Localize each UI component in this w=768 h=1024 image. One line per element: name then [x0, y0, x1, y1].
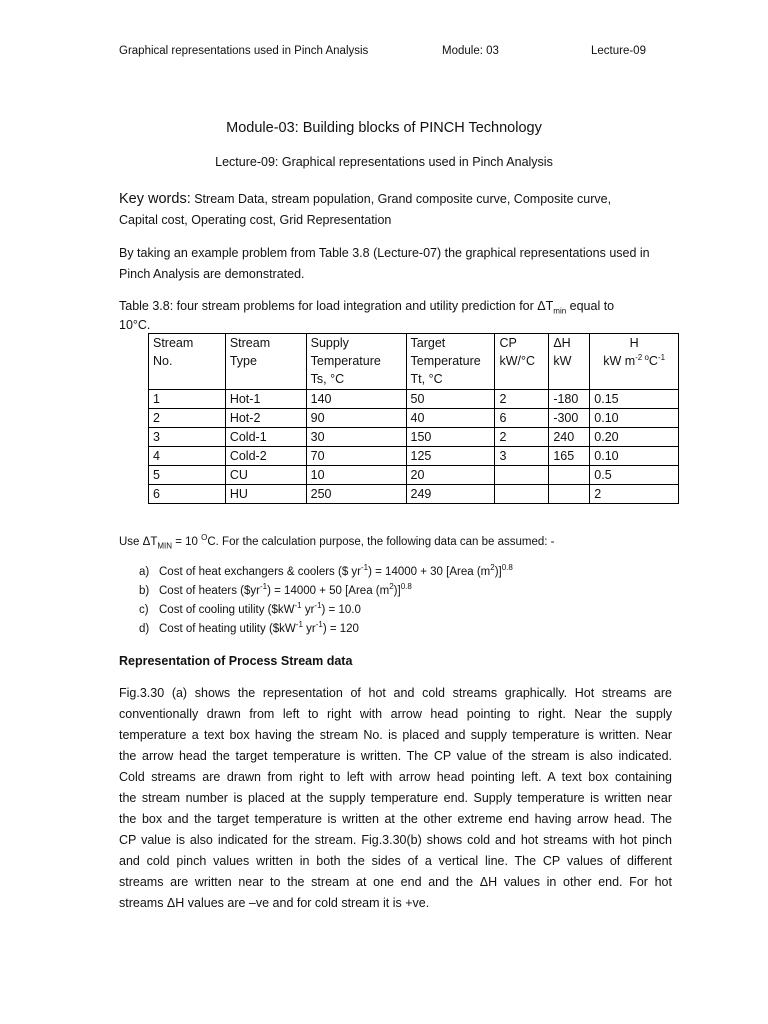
table-cell: 30 [306, 428, 406, 447]
table-cell [495, 485, 549, 504]
header-h-coefficient: H kW $m^{-2 o}C^{-1}$ [590, 334, 679, 390]
caption-delta-t: ΔT [537, 299, 554, 313]
paragraph-line: CP value is also indicated for the stream. Fig.3.30(b) shows cold and hot streams with hot pinch [119, 833, 672, 847]
header-target-temperature: Target Temperature Tt, °C [406, 334, 495, 390]
assumption-t2: yr [301, 604, 315, 616]
keywords-line-2: Capital cost, Operating cost, Grid Representation [119, 213, 392, 227]
table-cell: CU [225, 466, 306, 485]
use-delta-t-line [119, 533, 554, 552]
assumption-s3: 0.8 [400, 582, 412, 592]
table-row [149, 466, 679, 485]
table-cell: 3 [495, 447, 549, 466]
header-cp: CP kW/°C [495, 334, 549, 390]
table-cell: 249 [406, 485, 495, 504]
use-line-mid: = 10 [172, 536, 202, 548]
assumption-t2: ) = 14000 + 50 [Area (m [267, 585, 390, 597]
table-cell: 2 [495, 390, 549, 409]
assumption-item [139, 620, 679, 639]
table-cell: 6 [495, 409, 549, 428]
table-cell: 0.5 [590, 466, 679, 485]
table-cell: 10 [306, 466, 406, 485]
table-cell: Cold-1 [225, 428, 306, 447]
table-cell: 0.15 [590, 390, 679, 409]
intro-paragraph [119, 243, 679, 285]
assumption-t3: ) = 120 [322, 623, 359, 635]
paragraph-line: and cold pinch values written in both the sides of a vertical line. The CP values of different [119, 854, 672, 868]
table-cell: 20 [406, 466, 495, 485]
table-cell: 165 [549, 447, 590, 466]
table-cell [549, 485, 590, 504]
table-cell: 50 [406, 390, 495, 409]
table-cell: 150 [406, 428, 495, 447]
assumption-t1: Cost of heat exchangers & coolers ($ yr [159, 566, 361, 578]
table-cell: 4 [149, 447, 226, 466]
header-supply-temperature: Supply Temperature Ts, °C [306, 334, 406, 390]
table-cell [495, 466, 549, 485]
table-cell: Hot-2 [225, 409, 306, 428]
body-paragraph [119, 683, 672, 914]
table-cell: 5 [149, 466, 226, 485]
table-cell: 240 [549, 428, 590, 447]
assumption-s2: -1 [314, 601, 322, 611]
assumption-t2: ) = 14000 + 30 [Area (m [368, 566, 491, 578]
use-line-post: C. For the calculation purpose, the following data can be assumed: - [207, 536, 555, 548]
assumption-s1: -1 [294, 601, 302, 611]
assumption-t1: Cost of heating utility ($kW [159, 623, 296, 635]
assumption-label: d) [139, 623, 150, 635]
paragraph-line: streams ΔH values are –ve and for cold stream it is +ve. [119, 896, 430, 910]
paragraph-line: temperature a text box having the stream No. is placed and supply temperature is written. Near [119, 728, 672, 742]
table-cell: 125 [406, 447, 495, 466]
paragraph-line: the arrow head the target temperature is written. The CP value of the stream is also indicated. [119, 749, 672, 763]
assumption-t3: ) = 10.0 [321, 604, 361, 616]
paragraph-line: streams are written near to the stream at one end and the ΔH values in other end. For hot [119, 875, 672, 889]
assumption-item [139, 582, 679, 601]
table-header-row [149, 334, 679, 390]
paragraph-line: conventionally drawn from left to right with arrow head pointing to right. Near the supply [119, 707, 672, 721]
keywords-block [119, 189, 679, 231]
caption-text: Table 3.8: four stream problems for load integration and utility prediction for [119, 299, 538, 313]
table-cell: 2 [495, 428, 549, 447]
assumption-label: b) [139, 585, 150, 597]
running-header-title: Graphical representations used in Pinch Analysis [119, 45, 369, 57]
table-row [149, 390, 679, 409]
table-cell: 2 [149, 409, 226, 428]
assumptions-list [139, 563, 679, 639]
paragraph-line: the stream number is placed at the supply temperature end. Supply temperature is written near [119, 791, 672, 805]
assumption-t1: Cost of cooling utility ($kW [159, 604, 295, 616]
header-delta-h: ΔH kW [549, 334, 590, 390]
table-cell: 0.10 [590, 409, 679, 428]
table-cell: -300 [549, 409, 590, 428]
assumption-s2: 2 [490, 563, 495, 573]
table-cell: 0.10 [590, 447, 679, 466]
assumption-s3: 0.8 [501, 563, 513, 573]
use-line-sup: O [201, 533, 208, 543]
assumption-item [139, 601, 679, 620]
assumption-t2: yr [302, 623, 316, 635]
assumption-label: c) [139, 604, 149, 616]
table-cell: 70 [306, 447, 406, 466]
assumption-item [139, 563, 679, 582]
table-row [149, 447, 679, 466]
table-cell: Cold-2 [225, 447, 306, 466]
table-cell [549, 466, 590, 485]
assumption-s1: -1 [361, 563, 369, 573]
table-caption [119, 297, 679, 335]
table-cell: Hot-1 [225, 390, 306, 409]
assumption-t3: )] [393, 585, 401, 597]
stream-data-table [148, 333, 679, 504]
assumption-s1: -1 [295, 620, 303, 630]
assumption-s1: -1 [259, 582, 268, 592]
running-header-lecture: Lecture-09 [591, 45, 646, 57]
paragraph-line: Fig.3.30 (a) shows the representation of hot and cold streams graphically. Hot streams are [119, 686, 672, 700]
paragraph-line: Cold streams are drawn from right to left with arrow head pointing left. A text box containing [119, 770, 672, 784]
paragraph-line: the box and the target temperature is written at the other extreme end having arrow head. The [119, 812, 672, 826]
intro-line-1: By taking an example problem from Table 3.8 (Lecture-07) the graphical representations used in [119, 246, 650, 260]
table-cell: 0.20 [590, 428, 679, 447]
assumption-t3: )] [494, 566, 502, 578]
assumption-label: a) [139, 566, 150, 578]
table-cell: 3 [149, 428, 226, 447]
module-title: Module-03: Building blocks of PINCH Technology [226, 120, 542, 136]
keywords-line-1: Stream Data, stream population, Grand composite curve, Composite curve, [194, 192, 612, 206]
lecture-title: Lecture-09: Graphical representations used in Pinch Analysis [215, 155, 553, 169]
table-cell: 1 [149, 390, 226, 409]
table-row [149, 428, 679, 447]
table-cell: 90 [306, 409, 406, 428]
table-row [149, 485, 679, 504]
table-cell: HU [225, 485, 306, 504]
table-cell: 250 [306, 485, 406, 504]
table-cell: 2 [590, 485, 679, 504]
caption-subscript: min [553, 306, 567, 316]
assumption-s2: -1 [315, 620, 323, 630]
table-cell: -180 [549, 390, 590, 409]
table-row [149, 409, 679, 428]
use-line-pre: Use ΔT [119, 536, 158, 548]
intro-line-2: Pinch Analysis are demonstrated. [119, 267, 305, 281]
use-line-sub: MIN [157, 541, 173, 551]
section-heading: Representation of Process Stream data [119, 654, 353, 668]
table-cell: 40 [406, 409, 495, 428]
assumption-t1: Cost of heaters ($yr [159, 585, 260, 597]
assumption-s2: 2 [389, 582, 394, 592]
caption-text-end: equal to [566, 299, 615, 313]
table-cell: 140 [306, 390, 406, 409]
table-cell: 6 [149, 485, 226, 504]
running-header-module: Module: 03 [442, 45, 499, 57]
caption-line-2: 10°C. [119, 318, 151, 332]
header-stream-no: Stream No. [149, 334, 226, 390]
keywords-label: Key words: [119, 191, 191, 207]
header-stream-type: Stream Type [225, 334, 306, 390]
